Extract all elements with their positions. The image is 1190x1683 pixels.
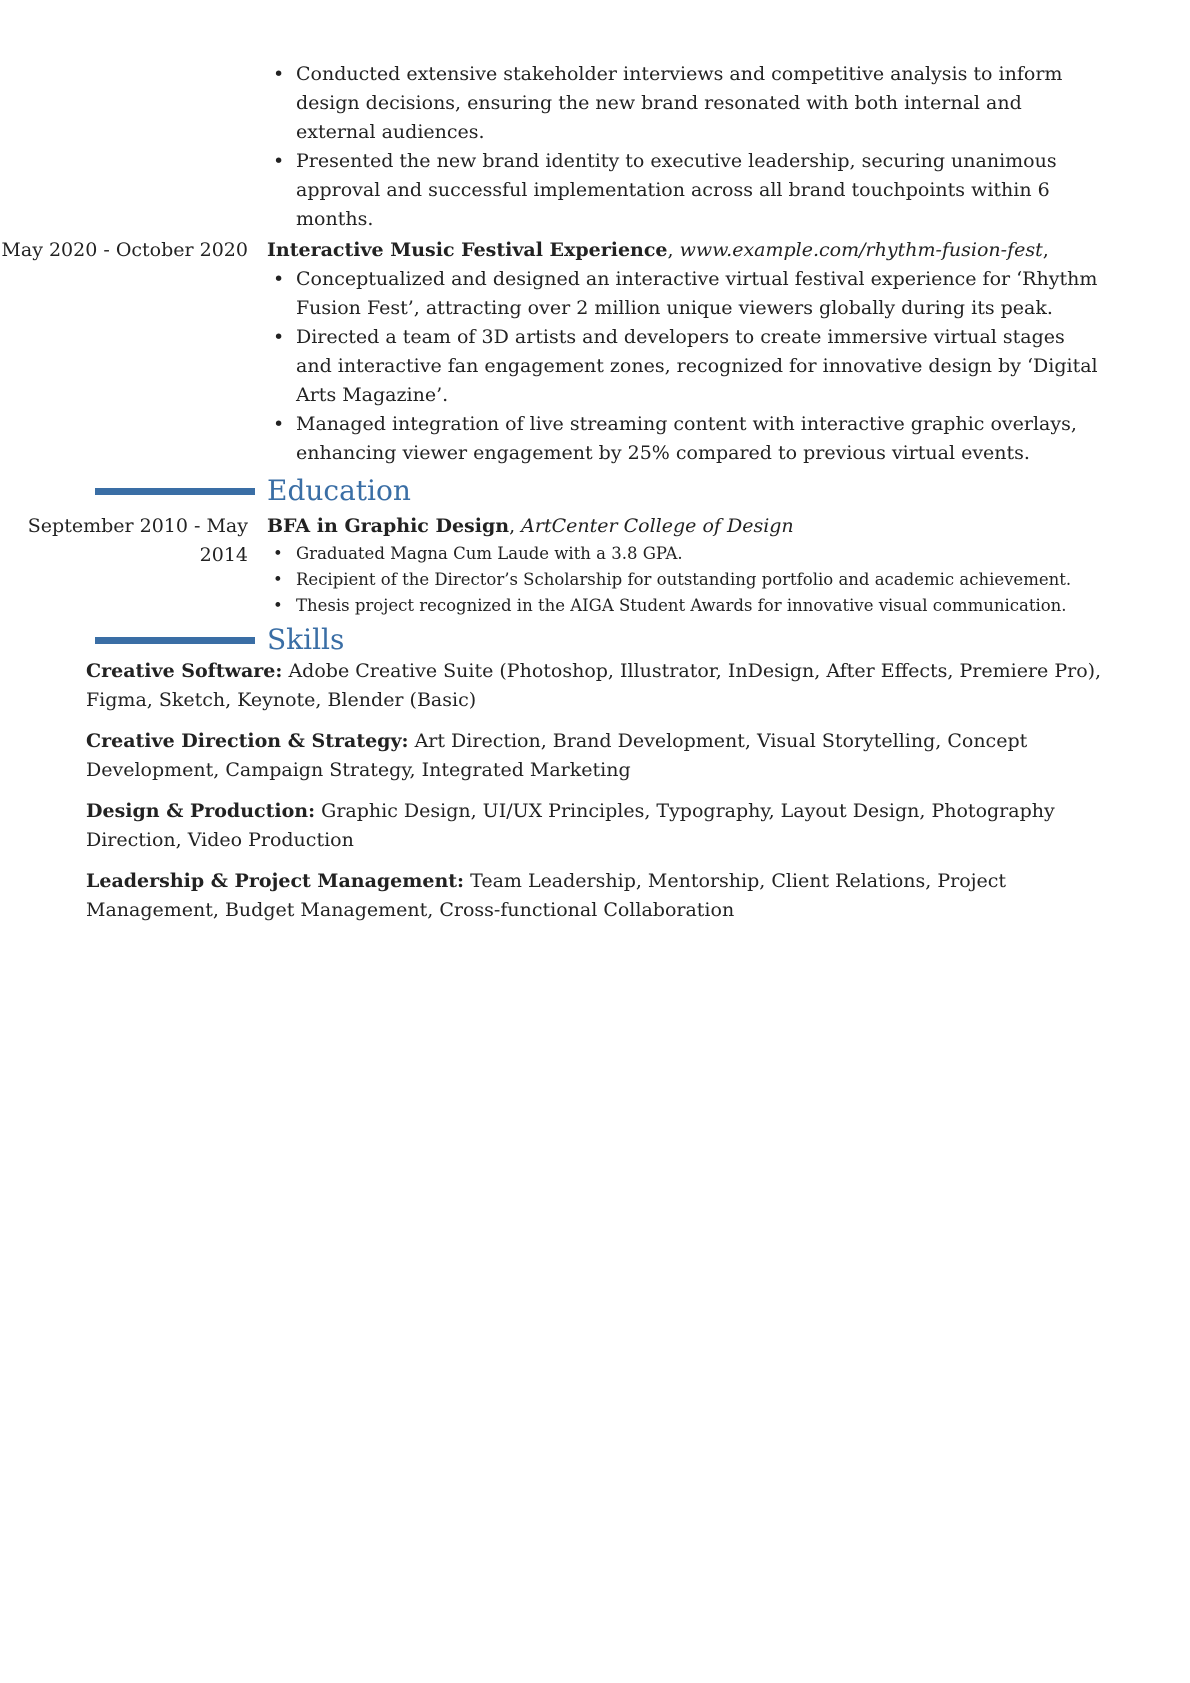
list-item: • Managed integration of live streaming content with interactive graphic overlays, enhancing viewer engagement by 25% compared to previous virtual events. bbox=[267, 410, 1101, 468]
project-date: May 2020 - October 2020 bbox=[1, 239, 248, 261]
bullet-list bbox=[267, 265, 1101, 468]
skills-section-header bbox=[0, 623, 1190, 657]
list-item: • Thesis project recognized in the AIGA Student Awards for innovative visual communication. bbox=[267, 593, 1101, 619]
section-rule bbox=[95, 637, 255, 644]
list-item: • Recipient of the Director’s Scholarship for outstanding portfolio and academic achievement. bbox=[267, 567, 1101, 593]
education-date: September 2010 - May 2014 bbox=[27, 515, 248, 566]
list-item: • Directed a team of 3D artists and developers to create immersive virtual stages and interactive fan engagement zones, recognized for innovative design by ‘Digital Arts Magazine’. bbox=[267, 323, 1101, 410]
skill-item: Design & Production: Graphic Design, UI/UX Principles, Typography, Layout Design, Photography Direction, Video Production bbox=[86, 800, 1055, 851]
section-rule bbox=[95, 488, 255, 495]
skill-item: Creative Direction & Strategy: Art Direction, Brand Development, Visual Storytelling, Concept Development, Campaign Strategy, Integrated Marketing bbox=[86, 730, 1028, 781]
education-entry: September 2010 - May 2014 BFA in Graphic Design, ArtCenter College of Design • Graduated Magna Cum Laude with a 3.8 GPA. • Recipient of the Director’s Scholarship for outstanding portfolio and academic achievement. • Thesis project recognized in the AIGA Student Awards for innovative visual communication. bbox=[0, 512, 1190, 619]
section-title: Education bbox=[267, 474, 411, 507]
project-url[interactable]: www.example.com/rhythm-fusion-fest bbox=[679, 239, 1043, 261]
section-title: Skills bbox=[267, 623, 345, 656]
skills-list bbox=[0, 657, 1190, 925]
list-item: • Graduated Magna Cum Laude with a 3.8 GPA. bbox=[267, 541, 1101, 567]
experience-continued bbox=[0, 60, 1190, 234]
skill-item: Creative Software: Adobe Creative Suite (Photoshop, Illustrator, InDesign, After Effects, Premiere Pro), Figma, Sketch, Keynote, Blender (Basic) bbox=[86, 660, 1102, 711]
bullet-list bbox=[267, 60, 1101, 234]
project-entry bbox=[0, 236, 1190, 468]
project-title-line: Interactive Music Festival Experience, www.example.com/rhythm-fusion-fest, bbox=[267, 239, 1049, 261]
school: ArtCenter College of Design bbox=[521, 515, 794, 537]
list-item: • Presented the new brand identity to executive leadership, securing unanimous approval and successful implementation across all brand touchpoints within 6 months. bbox=[267, 147, 1101, 234]
list-item: • Conducted extensive stakeholder interviews and competitive analysis to inform design decisions, ensuring the new brand resonated with both internal and external audiences. bbox=[267, 60, 1101, 147]
project-title: Interactive Music Festival Experience bbox=[267, 239, 668, 261]
education-section-header bbox=[0, 474, 1190, 508]
bullet-list bbox=[267, 541, 1101, 619]
list-item: • Conceptualized and designed an interactive virtual festival experience for ‘Rhythm Fusion Fest’, attracting over 2 million unique viewers globally during its peak. bbox=[267, 265, 1101, 323]
degree: BFA in Graphic Design bbox=[267, 515, 510, 537]
skill-item: Leadership & Project Management: Team Leadership, Mentorship, Client Relations, Project Management, Budget Management, Cross-functional Collaboration bbox=[86, 870, 1007, 921]
